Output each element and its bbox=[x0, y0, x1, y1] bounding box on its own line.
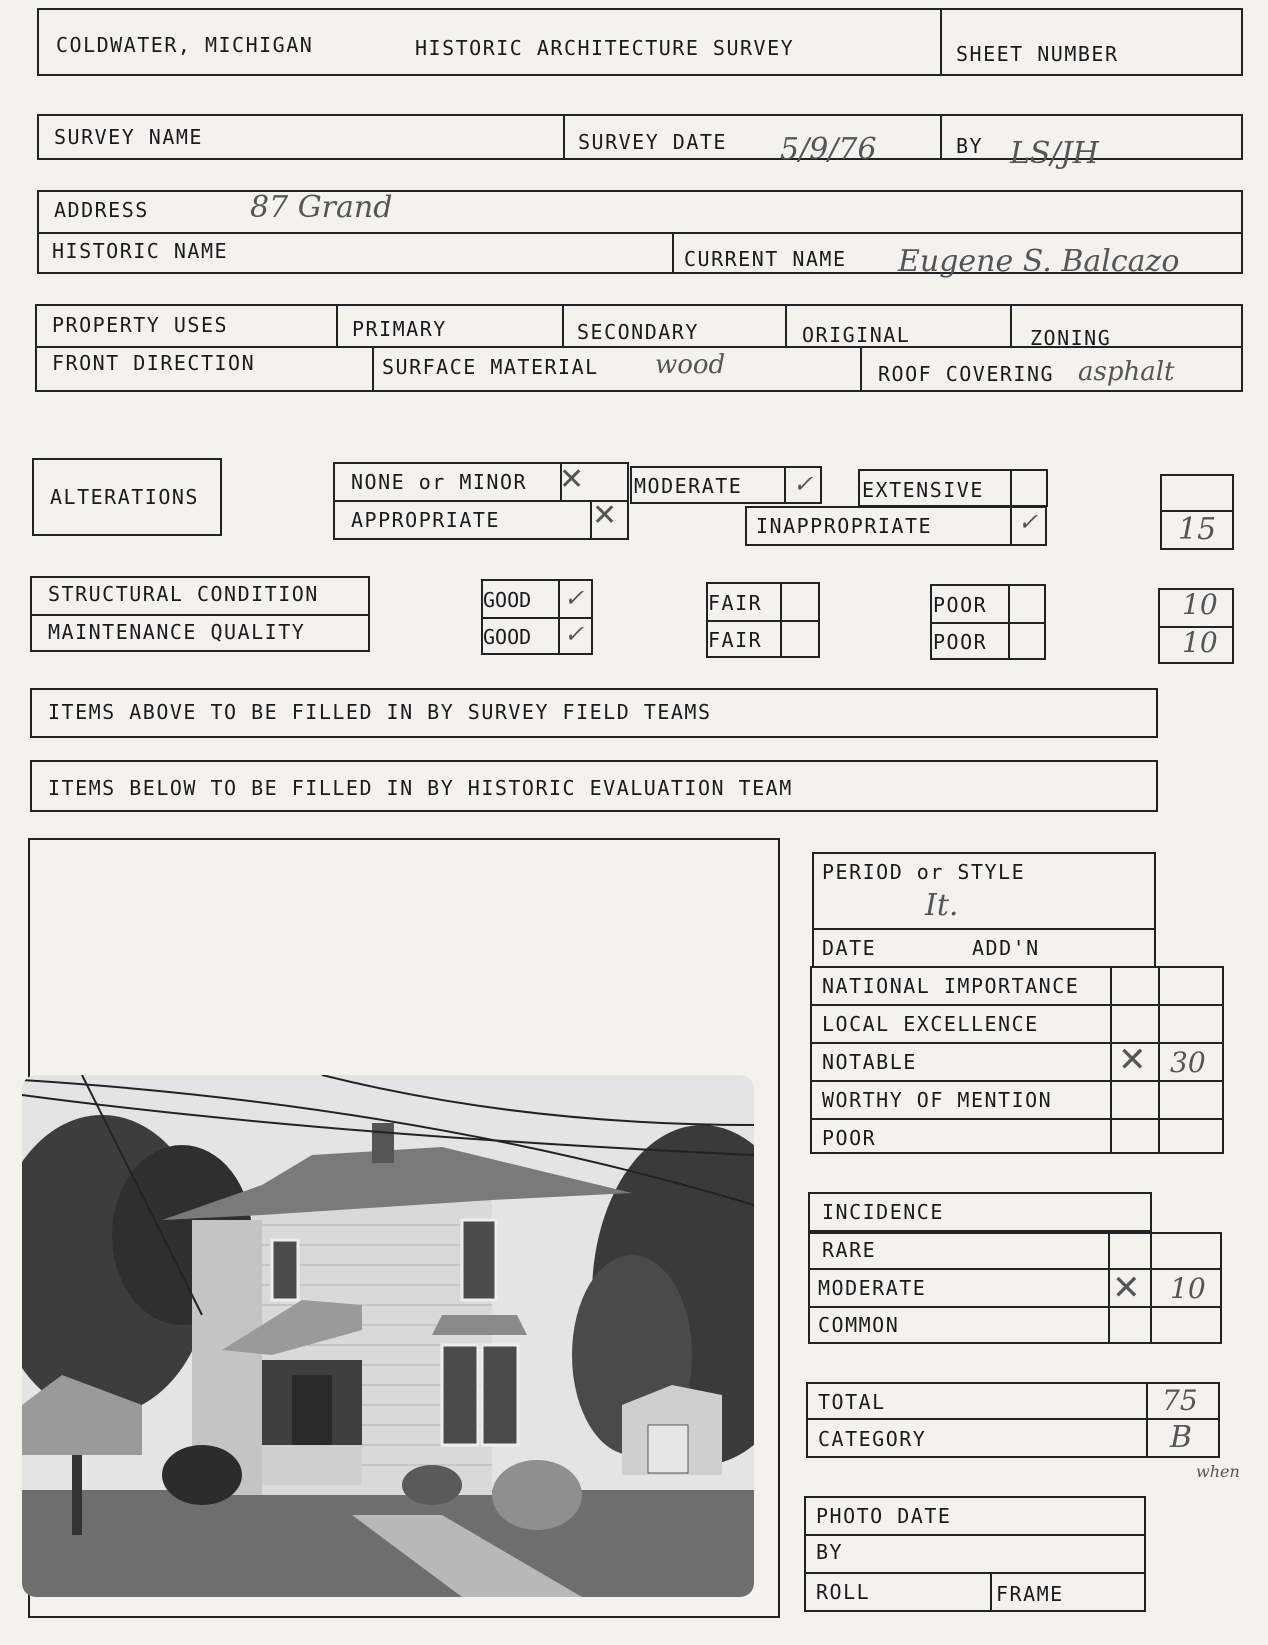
roof-covering-value[interactable]: asphalt bbox=[1078, 357, 1175, 387]
prop-div-1 bbox=[336, 304, 338, 346]
imp-div-h3 bbox=[810, 1080, 1224, 1082]
incidence-moderate-score[interactable]: 10 bbox=[1170, 1272, 1206, 1305]
period-style-value[interactable]: It. bbox=[925, 888, 959, 923]
appropriate-label: APPROPRIATE bbox=[351, 508, 500, 532]
incidence-label: INCIDENCE bbox=[822, 1200, 944, 1224]
poor-div-h bbox=[930, 622, 1046, 624]
inc-div-v2 bbox=[1150, 1232, 1152, 1344]
moderate-label: MODERATE bbox=[634, 474, 743, 498]
notable-label: NOTABLE bbox=[822, 1050, 917, 1074]
front-direction-label: FRONT DIRECTION bbox=[52, 351, 256, 375]
fair-div-h bbox=[706, 620, 820, 622]
extensive-div bbox=[1010, 469, 1012, 507]
tot-div-v bbox=[1146, 1382, 1148, 1458]
inc-div-h1 bbox=[808, 1268, 1222, 1270]
frame-label: FRAME bbox=[996, 1582, 1064, 1606]
imp-div-h1 bbox=[810, 1004, 1224, 1006]
good-mark-structural[interactable]: ✓ bbox=[564, 584, 585, 612]
zoning-label: ZONING bbox=[1030, 326, 1112, 350]
house-photograph bbox=[22, 1075, 754, 1597]
national-importance-label: NATIONAL IMPORTANCE bbox=[822, 974, 1080, 998]
inappropriate-label: INAPPROPRIATE bbox=[756, 514, 933, 538]
good-div-v bbox=[558, 579, 560, 655]
structural-condition-label: STRUCTURAL CONDITION bbox=[48, 582, 319, 606]
roof-covering-label: ROOF COVERING bbox=[878, 362, 1055, 386]
incidence-moderate-label: MODERATE bbox=[818, 1276, 927, 1300]
prop-div-5 bbox=[372, 346, 374, 392]
property-uses-label: PROPERTY USES bbox=[52, 313, 229, 337]
prop-div-2 bbox=[562, 304, 564, 346]
city-label: COLDWATER, MICHIGAN bbox=[56, 33, 314, 57]
survey-by-value[interactable]: LS/JH bbox=[1010, 136, 1099, 171]
pi-div-h2 bbox=[804, 1572, 1146, 1574]
roll-label: ROLL bbox=[816, 1580, 871, 1604]
pi-div-h1 bbox=[804, 1534, 1146, 1536]
current-name-value[interactable]: Eugene S. Balcazo bbox=[898, 244, 1180, 279]
cond-div bbox=[30, 614, 370, 616]
date-label: DATE bbox=[822, 936, 877, 960]
poor-div-v bbox=[1008, 584, 1010, 660]
survey-divider-1 bbox=[563, 114, 565, 160]
alt-div-h bbox=[333, 500, 629, 502]
photo-date-label: PHOTO DATE bbox=[816, 1504, 952, 1528]
form-title: HISTORIC ARCHITECTURE SURVEY bbox=[415, 36, 795, 60]
prop-div-4 bbox=[1010, 304, 1012, 346]
header-divider bbox=[940, 8, 942, 76]
address-label: ADDRESS bbox=[54, 198, 149, 222]
addn-label: ADD'N bbox=[972, 936, 1040, 960]
original-label: ORIGINAL bbox=[802, 323, 911, 347]
local-excellence-label: LOCAL EXCELLENCE bbox=[822, 1012, 1039, 1036]
total-label: TOTAL bbox=[818, 1390, 886, 1414]
below-note: ITEMS BELOW TO BE FILLED IN BY HISTORIC EVALUATION TEAM bbox=[48, 776, 793, 800]
primary-label: PRIMARY bbox=[352, 317, 447, 341]
tot-div-h bbox=[806, 1418, 1220, 1420]
good-label-maintenance: GOOD bbox=[483, 625, 532, 649]
inc-div-v1 bbox=[1108, 1232, 1110, 1344]
period-style-label: PERIOD or STYLE bbox=[822, 860, 1026, 884]
incidence-moderate-mark[interactable]: ✕ bbox=[1112, 1268, 1141, 1308]
address-value[interactable]: 87 Grand bbox=[250, 190, 393, 225]
above-note: ITEMS ABOVE TO BE FILLED IN BY SURVEY FIELD TEAMS bbox=[48, 700, 712, 724]
none-minor-label: NONE or MINOR bbox=[351, 470, 528, 494]
prop-div-3 bbox=[785, 304, 787, 346]
surface-material-value[interactable]: wood bbox=[655, 350, 726, 380]
poor-label-maintenance: POOR bbox=[933, 630, 988, 654]
good-div-h bbox=[481, 617, 593, 619]
pi-div-v bbox=[990, 1572, 992, 1612]
alterations-label: ALTERATIONS bbox=[50, 485, 199, 509]
imp-div-v2 bbox=[1158, 966, 1160, 1154]
photo-by-label: BY bbox=[816, 1540, 844, 1564]
notable-mark[interactable]: ✕ bbox=[1118, 1040, 1147, 1080]
inappropriate-div bbox=[1010, 506, 1012, 546]
total-value[interactable]: 75 bbox=[1162, 1384, 1198, 1417]
rare-label: RARE bbox=[822, 1238, 877, 1262]
survey-name-label: SURVEY NAME bbox=[54, 125, 203, 149]
fair-div-v bbox=[780, 582, 782, 658]
none-minor-mark[interactable]: ✕ bbox=[559, 462, 585, 497]
prop-div-6 bbox=[860, 346, 862, 392]
notable-score[interactable]: 30 bbox=[1170, 1046, 1206, 1079]
category-value[interactable]: B bbox=[1170, 1420, 1193, 1455]
survey-date-value[interactable]: 5/9/76 bbox=[780, 132, 877, 167]
structural-score[interactable]: 10 bbox=[1182, 588, 1218, 621]
fair-label-structural: FAIR bbox=[708, 591, 763, 615]
maintenance-score[interactable]: 10 bbox=[1182, 626, 1218, 659]
survey-by-label: BY bbox=[956, 134, 984, 158]
imp-div-h4 bbox=[810, 1118, 1224, 1120]
good-label-structural: GOOD bbox=[483, 588, 532, 612]
worthy-of-mention-label: WORTHY OF MENTION bbox=[822, 1088, 1053, 1112]
surface-material-label: SURFACE MATERIAL bbox=[382, 355, 599, 379]
address-divider bbox=[37, 232, 1243, 234]
inappropriate-mark[interactable]: ✓ bbox=[1018, 508, 1039, 536]
alterations-score[interactable]: 15 bbox=[1178, 512, 1217, 547]
current-name-divider bbox=[672, 232, 674, 274]
inc-div-h2 bbox=[808, 1306, 1222, 1308]
historic-name-label: HISTORIC NAME bbox=[52, 239, 229, 263]
current-name-label: CURRENT NAME bbox=[684, 247, 847, 271]
eval-div bbox=[812, 928, 1156, 930]
imp-div-v1 bbox=[1110, 966, 1112, 1154]
survey-date-label: SURVEY DATE bbox=[578, 130, 727, 154]
moderate-div bbox=[784, 466, 786, 504]
good-mark-maintenance[interactable]: ✓ bbox=[564, 620, 585, 648]
extensive-label: EXTENSIVE bbox=[862, 478, 984, 502]
category-label: CATEGORY bbox=[818, 1427, 927, 1451]
survey-divider-2 bbox=[940, 114, 942, 160]
sheet-number-label: SHEET NUMBER bbox=[956, 42, 1119, 66]
secondary-label: SECONDARY bbox=[577, 320, 699, 344]
house-photo-illustration bbox=[22, 1075, 754, 1597]
poor-rating-label: POOR bbox=[822, 1126, 877, 1150]
category-note: when bbox=[1196, 1462, 1240, 1481]
appropriate-mark[interactable]: ✕ bbox=[592, 498, 618, 533]
poor-label-structural: POOR bbox=[933, 593, 988, 617]
maintenance-quality-label: MAINTENANCE QUALITY bbox=[48, 620, 306, 644]
imp-div-h2 bbox=[810, 1042, 1224, 1044]
common-label: COMMON bbox=[818, 1313, 900, 1337]
fair-label-maintenance: FAIR bbox=[708, 628, 763, 652]
moderate-mark[interactable]: ✓ bbox=[793, 470, 814, 498]
